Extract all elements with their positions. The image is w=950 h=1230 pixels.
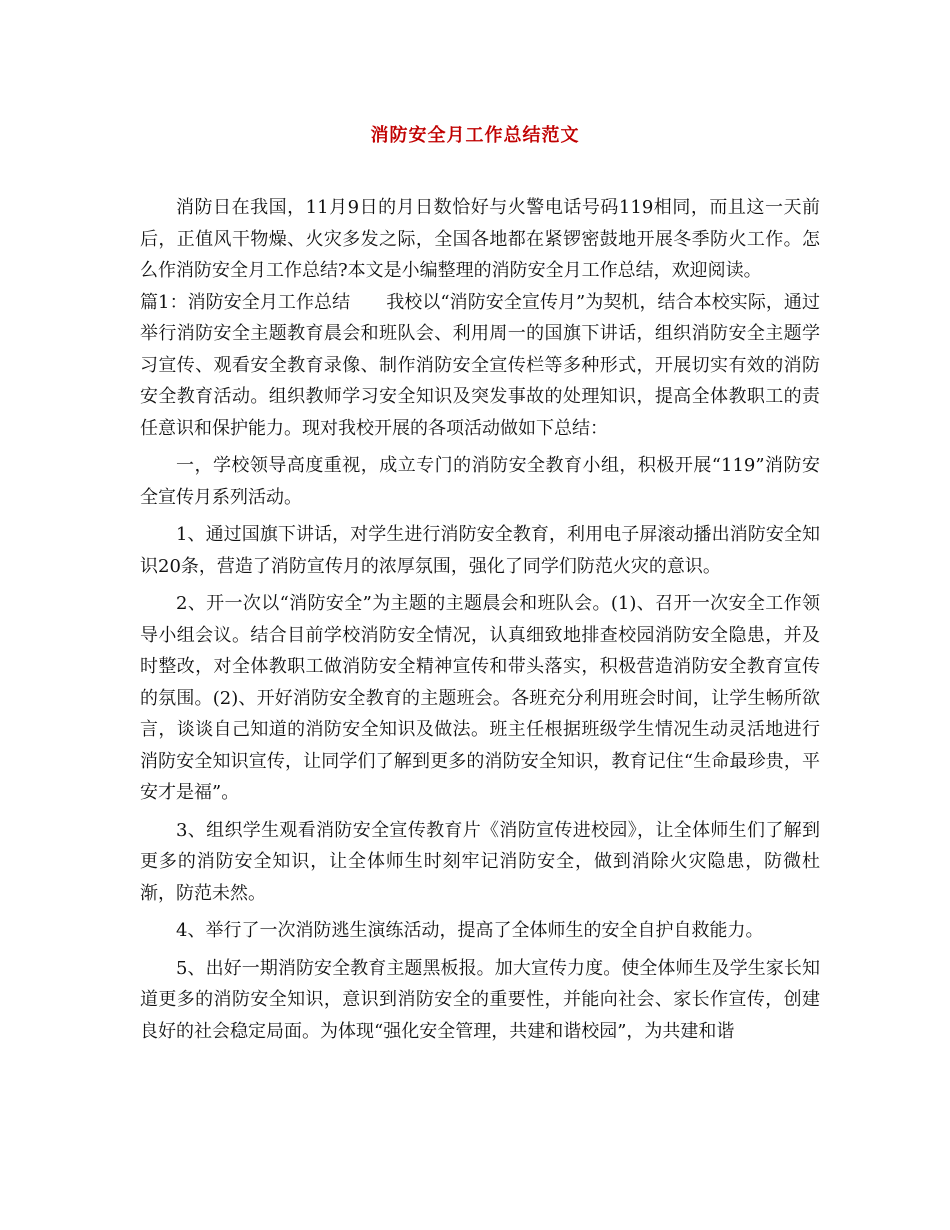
- paragraph-item-5: 5、出好一期消防安全教育主题黑板报。加大宣传力度。使全体师生及学生家长知道更多的消防安全知识，意识到消防安全的重要性，并能向社会、家长作宣传，创建良好的社会稳定局面。为体现“强化安全管理，共建和谐校园”，为共建和谐: [140, 957, 820, 1042]
- paragraph-section-1: 一，学校领导高度重视，成立专门的消防安全教育小组，积极开展“119”消防安全宣传月系列活动。: [140, 455, 820, 508]
- document-body: [140, 192, 820, 1053]
- document-title: 消防安全月工作总结范文: [370, 125, 580, 146]
- paragraph-intro: 消防日在我国，11月9日的月日数恰好与火警电话号码119相同，而且这一天前后，正值风干物燥、火灾多发之际，全国各地都在紧锣密鼓地开展冬季防火工作。怎么作消防安全月工作总结?本文是小编整理的消防安全月工作总结，欢迎阅读。: [140, 197, 820, 281]
- paragraph-item-4: 4、举行了一次消防逃生演练活动，提高了全体师生的安全自护自救能力。: [176, 920, 764, 941]
- paragraph-item-1: 1、通过国旗下讲话，对学生进行消防安全教育，利用电子屏滚动播出消防安全知识20条，营造了消防宣传月的浓厚氛围，强化了同学们防范火灾的意识。: [140, 524, 820, 577]
- paragraph-item-2: 2、开一次以“消防安全”为主题的主题晨会和班队会。(1)、召开一次安全工作领导小组会议。结合目前学校消防安全情况，认真细致地排查校园消防安全隐患，并及时整改，对全体教职工做消防安全精神宣传和带头落实，积极营造消防安全教育宣传的氛围。(2)、开好消防安全教育的主题班会。各班充分利用班会时间，让学生畅所欲言，谈谈自己知道的消防安全知识及做法。班主任根据班级学生情况生动灵活地进行消防安全知识宣传，让同学们了解到更多的消防安全知识，教育记住“生命最珍贵，平安才是福”。: [140, 593, 820, 803]
- paragraph-article-1: 篇1：消防安全月工作总结 我校以“消防安全宣传月”为契机，结合本校实际，通过举行消防安全主题教育晨会和班队会、利用周一的国旗下讲话，组织消防安全主题学习宣传、观看安全教育录像、制作消防安全宣传栏等多种形式，开展切实有效的消防安全教育活动。组织教师学习安全知识及突发事故的处理知识，提高全体教职工的责任意识和保护能力。现对我校开展的各项活动做如下总结：: [140, 291, 820, 439]
- paragraph-item-3: 3、组织学生观看消防安全宣传教育片《消防宣传进校园》，让全体师生们了解到更多的消防安全知识，让全体师生时刻牢记消防安全，做到消除火灾隐患，防微杜渐，防范未然。: [140, 819, 820, 904]
